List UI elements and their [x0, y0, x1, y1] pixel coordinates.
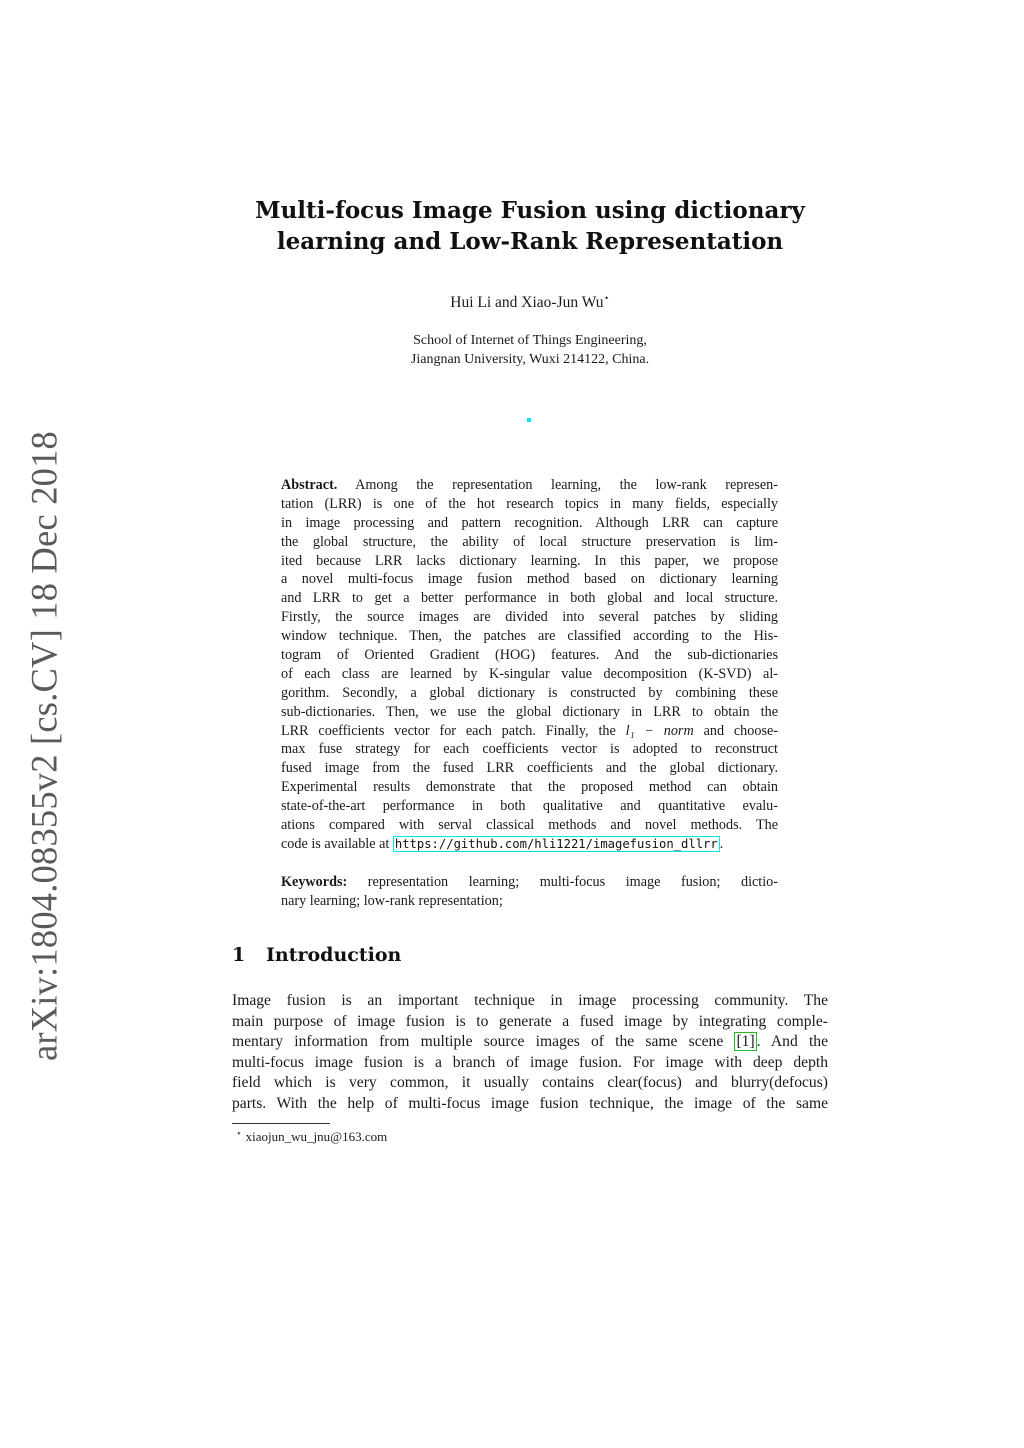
abstract: [281, 476, 778, 854]
abstract-line: Firstly, the source images are divided into several patches by sliding: [281, 609, 778, 626]
abstract-line: the global structure, the ability of local structure preservation is lim-: [281, 533, 778, 550]
intro-line: mentary information from multiple source images of the same scene [1] . And the: [232, 1033, 828, 1050]
abstract-line: ited because LRR lacks dictionary learning. In this paper, we propose: [281, 552, 778, 569]
abstract-line: window technique. Then, the patches are classified according to the His-: [281, 628, 778, 645]
abstract-line: max fuse strategy for each coefficients vector is adopted to reconstruct: [281, 741, 778, 758]
section-heading: [232, 944, 401, 966]
footnote-divider: [232, 1123, 330, 1124]
abstract-line: Among the representation learning, the low-rank represen-: [355, 477, 778, 493]
abstract-label: Abstract.: [281, 477, 338, 493]
affiliation-line-1: School of Internet of Things Engineering,: [413, 333, 647, 348]
abstract-line: a novel multi-focus image fusion method based on dictionary learning: [281, 571, 778, 588]
intro-line: multi-focus image fusion is a branch of image fusion. For image with deep depth: [232, 1053, 828, 1071]
footnote: [236, 1128, 387, 1145]
keywords-line: nary learning; low-rank representation;: [281, 892, 503, 909]
abstract-line: ations compared with serval classical methods and novel methods. The: [281, 817, 778, 834]
author-names: Hui Li and Xiao-Jun Wu: [450, 294, 604, 311]
abstract-line: code is available at https://github.com/hli1221/imagefusion_dllrr .: [281, 835, 724, 852]
title-line-2: learning and Low-Rank Representation: [276, 228, 784, 255]
keywords: Keywords: representation learning; multi-focus image fusion; dictio- nary learning; low-rank representation;: [281, 874, 779, 909]
abstract-line: fused image from the fused LRR coefficients and the global dictionary.: [281, 760, 778, 777]
affiliation-line-2: Jiangnan University, Wuxi 214122, China.: [410, 352, 650, 367]
corresponding-author-marker: ⋆: [603, 293, 610, 304]
paper-title: [232, 195, 828, 257]
l1-norm-math: l₁ − norm: [625, 722, 694, 739]
intro-line: parts. With the help of multi-focus image fusion technique, the image of the same: [232, 1094, 828, 1112]
abstract-line: of each class are learned by K-singular value decomposition (K-SVD) al-: [281, 665, 778, 682]
abstract-line: togram of Oriented Gradient (HOG) features. And the sub-dictionaries: [281, 647, 778, 664]
code-repository-link[interactable]: https://github.com/hli1221/imagefusion_dllrr: [394, 836, 718, 851]
intro-line: main purpose of image fusion is to generate a fused image by integrating comple-: [232, 1012, 828, 1030]
abstract-line: Experimental results demonstrate that the proposed method can obtain: [281, 779, 778, 796]
title-line-1: Multi-focus Image Fusion using dictionary: [255, 197, 805, 224]
footnote-email: xiaojun_wu_jnu@163.com: [245, 1129, 388, 1144]
abstract-line: in image processing and pattern recognition. Although LRR can capture: [281, 514, 778, 531]
abstract-line: state-of-the-art performance in both qualitative and quantitative evalu-: [281, 798, 778, 815]
abstract-line: and LRR to get a better performance in both global and local structure.: [281, 590, 778, 607]
author-list: [232, 293, 828, 312]
abstract-line: tation (LRR) is one of the hot research topics in many fields, especially: [281, 495, 778, 512]
abstract-line: LRR coefficients vector for each patch. Finally, the l₁ − norm and choose-: [281, 722, 779, 739]
citation-link[interactable]: [1]: [736, 1033, 755, 1050]
footnote-marker: ⋆: [236, 1128, 242, 1138]
hyperlink-anchor-marker: [527, 418, 531, 422]
affiliation: [232, 331, 828, 369]
intro-line: field which is very common, it usually contains clear(focus) and blurry(defocus): [232, 1074, 828, 1091]
keywords-label: Keywords:: [281, 874, 348, 890]
arxiv-sidebar-stamp: arXiv:1804.08355v2 [cs.CV] 18 Dec 2018: [23, 430, 65, 1062]
abstract-line: sub-dictionaries. Then, we use the global dictionary in LRR to obtain the: [281, 703, 778, 720]
abstract-line: gorithm. Secondly, a global dictionary is constructed by combining these: [281, 684, 778, 701]
section-title: Introduction: [266, 944, 402, 966]
section-number: 1: [232, 944, 246, 966]
introduction-body: [232, 991, 828, 1114]
intro-line: Image fusion is an important technique in image processing community. The: [232, 992, 828, 1009]
